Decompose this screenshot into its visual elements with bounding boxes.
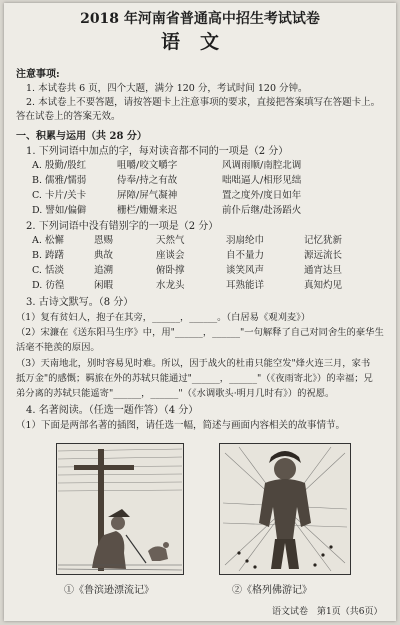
q2-b4: 自不量力 [226,250,265,261]
notice-heading: 注意事项: [16,69,60,80]
q1-option-c2: 屏障/屏气凝神 [117,190,178,201]
gulliver-illustration [219,443,351,575]
q1-options [32,160,382,217]
q2-b3: 座谈会 [156,250,185,261]
q2-d1: D. 彷徨 [32,280,65,291]
q2-options [32,235,374,292]
q2-c3: 俯卧撑 [156,265,185,276]
q2-c1: C. 恬淡 [32,265,64,276]
q2-a4: 羽扇纶巾 [226,235,265,246]
q2-c4: 谈笑风声 [226,265,265,276]
q1-option-b3: 咄咄逼人/相形见绌 [222,175,302,186]
q3-line-6: 弟分离的苏轼只能遥寄"______，______"（《水调歌头·明月几时有》）的祝愿。 [16,388,335,399]
section-heading: 一、积累与运用（共 28 分） [16,131,147,142]
q2-d5: 真知灼见 [304,280,343,291]
q1-option-a1: A. 殷勤/殷红 [32,160,87,171]
q1-option-d2: 栅栏/姗姗来迟 [117,205,178,216]
q2-d3: 水龙头 [156,280,185,291]
q1-option-c3: 置之度外/度日如年 [222,190,302,201]
q2-a5: 记忆犹新 [304,235,343,246]
q2-c2: 追溯 [94,265,114,276]
robinson-caption: ①《鲁滨逊漂流记》 [64,585,154,596]
q3-line-3: 活毫不艳羡的原因。 [16,342,100,353]
notice-item-2: 2. 本试卷上不要答题，请按答题卡上注意事项的要求，直接把答案填写在答题卡上。 [26,97,381,108]
q2-a2: 恩赐 [94,235,114,246]
notice-item-1: 1. 本试卷共 6 页，四个大题，满分 120 分，考试时间 120 分钟。 [26,83,308,94]
q3-stem: 3. 古诗文默写。（8 分） [26,297,134,308]
q2-b5: 源远流长 [304,250,343,261]
q2-d2: 闲暇 [94,280,114,291]
q3-line-1: （1）复有贫妇人，抱子在其旁，______，______。（白居易《观刈麦》） [16,312,311,323]
robinson-crusoe-illustration [56,443,184,575]
q1-option-a2: 咀嚼/咬文嚼字 [117,160,178,171]
q1-option-c1: C. 卡片/关卡 [32,190,87,201]
q3-line-5: 抵万金"的感慨；羁旅在外的苏轼只能通过"______，______"（《夜雨寄北》）的幸福；兄 [16,373,373,384]
q2-d4: 耳熟能详 [226,280,265,291]
q3-line-4: （3）天南地北，别时容易见时难。所以，因于战火的杜甫只能空发"烽火连三月，家书 [16,358,371,369]
q4-stem: 4. 名著阅读。（任选一题作答）（4 分） [26,405,199,416]
q2-c5: 通宵达旦 [304,265,343,276]
q1-option-b1: B. 儒雅/懦弱 [32,175,87,186]
q2-b2: 典故 [94,250,114,261]
notice-item-3: 答在试卷上的答案无效。 [16,111,121,122]
q1-option-d3: 前仆后继/赴汤蹈火 [222,205,302,216]
gulliver-caption: ②《格列佛游记》 [232,585,312,596]
q1-option-d1: D. 譬如/偏僻 [32,205,87,216]
q1-option-b2: 侍奉/持之有故 [117,175,178,186]
subject-title: 语文 [160,31,239,53]
exam-title: 2018 年河南省普通高中招生考试试卷 [80,11,320,27]
q4-sub: （1）下面是两部名著的插图，请任选一幅，简述与画面内容相关的故事情节。 [16,420,346,431]
exam-page [4,3,396,621]
q2-a1: A. 松懈 [32,235,64,246]
q1-option-a3: 风调雨顺/南腔北调 [222,160,302,171]
q2-a3: 天然气 [156,235,185,246]
q1-stem: 1. 下列词语中加点的字，每对读音都不同的一项是（2 分） [26,146,289,157]
q3-line-2: （2）宋濂在《送东阳马生序》中，用"______，______"一句解释了自己对同舍生的豪华生 [16,327,384,338]
q2-b1: B. 踌躇 [32,250,65,261]
q2-stem: 2. 下列词语中没有错别字的一项是（2 分） [26,221,219,232]
page-footer: 语文试卷 第1页（共6页） [272,607,383,617]
